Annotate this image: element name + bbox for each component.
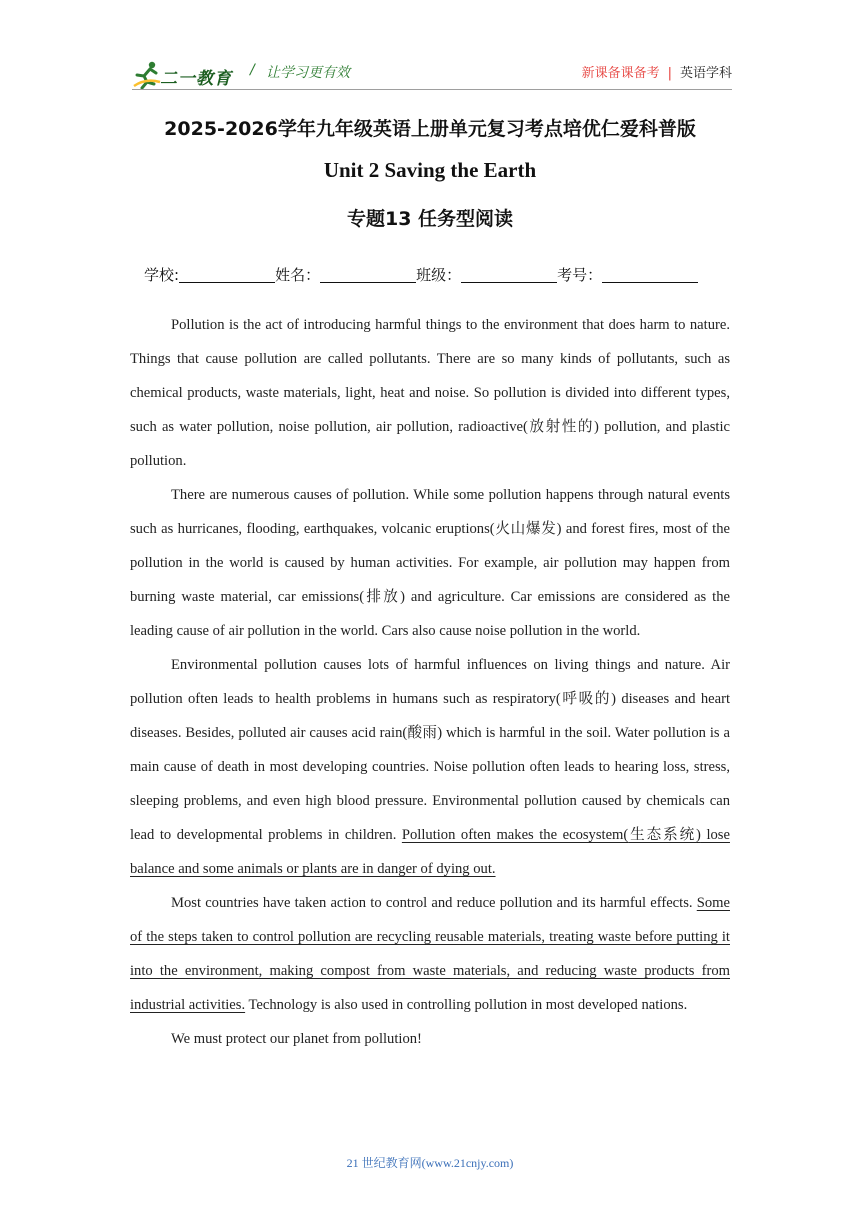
reading-passage: [130, 308, 730, 1056]
underlined-a-part1: Pollution often makes the ecosystem(: [401, 827, 629, 843]
page-title: 2025-2026学年九年级英语上册单元复习考点培优仁爱科普版: [164, 118, 696, 140]
paragraph-5: We must protect our planet from pollution!: [171, 1031, 422, 1047]
paragraph-3: [130, 648, 730, 886]
underlined-a-part2: 生态系统: [628, 827, 697, 843]
underlined-a-part4: lose balance and some animals or plants are in danger of dying out.: [130, 827, 730, 877]
header-right: [582, 62, 732, 81]
runner-icon: [132, 60, 162, 90]
header-divider: |: [667, 66, 672, 81]
underlined-sentence-b: Some of the steps taken to control pollution are recycling reusable materials, treating waste before putting it into the environment, making compost from waste materials, and reducing waste products from industrial activities.: [130, 895, 730, 1013]
underlined-a-part3: ): [696, 827, 701, 843]
number-label: 考号：: [557, 266, 603, 284]
paragraph-4: [130, 886, 730, 1022]
paragraph-2: There are numerous causes of pollution. While some pollution happens through natural events such as hurricanes, flooding, earthquakes, volcanic eruptions(火山爆发) and forest fires, most of the pollution in the world is caused by human activities. For example, air pollution may happen from burning waste material, car emissions(排放) and agriculture. Car emissions are considered as the leading cause of air pollution in the world. Cars also cause noise pollution in the world.: [130, 487, 730, 639]
topic-title: 专题13 任务型阅读: [346, 208, 514, 230]
logo-text: 二一教育: [160, 69, 232, 89]
student-info: [144, 264, 698, 285]
paragraph-4-end: Technology is also used in controlling pollution in most developed nations.: [245, 997, 688, 1013]
slogan: 让学习更有效: [266, 65, 350, 81]
slogan-separator: /: [250, 62, 255, 78]
header-rule: [132, 89, 732, 90]
school-label: 学校:: [144, 266, 180, 284]
footer-source: 21 世纪教育网(www.21cnjy.com): [346, 1156, 514, 1170]
unit-title: Unit 2 Saving the Earth: [323, 158, 537, 182]
number-blank[interactable]: [602, 266, 698, 283]
header-subject: 英语学科: [679, 66, 732, 81]
class-blank[interactable]: [461, 266, 557, 283]
page-header: [132, 52, 732, 92]
school-blank[interactable]: [179, 266, 275, 283]
header-course-tag: 新课备课备考: [581, 66, 660, 81]
paragraph-1: Pollution is the act of introducing harmful things to the environment that does harm to nature. Things that cause pollution are called pollutants. There are so many kinds of pollutants, such as chemical products, waste materials, light, heat and noise. So pollution is divided into different types, such as water pollution, noise pollution, air pollution, radioactive(放射性的) pollution, and plastic pollution.: [130, 317, 730, 469]
paragraph-4-intro: Most countries have taken action to control and reduce pollution and its harmful effects.: [171, 895, 697, 911]
paragraph-3-text: Environmental pollution causes lots of harmful influences on living things and nature. Air pollution often leads to health problems in humans such as respiratory(呼吸的) diseases and heart diseases. Besides, polluted air causes acid rain(酸雨) which is harmful in the soil. Water pollution is a main cause of death in most developing countries. Noise pollution often leads to hearing loss, stress, sleeping problems, and even high blood pressure. Environmental pollution caused by chemicals can lead to developmental problems in children.: [130, 657, 730, 843]
logo: [132, 58, 242, 90]
class-label: 班级：: [416, 266, 462, 284]
name-label: 姓名：: [275, 266, 321, 284]
name-blank[interactable]: [320, 266, 416, 283]
